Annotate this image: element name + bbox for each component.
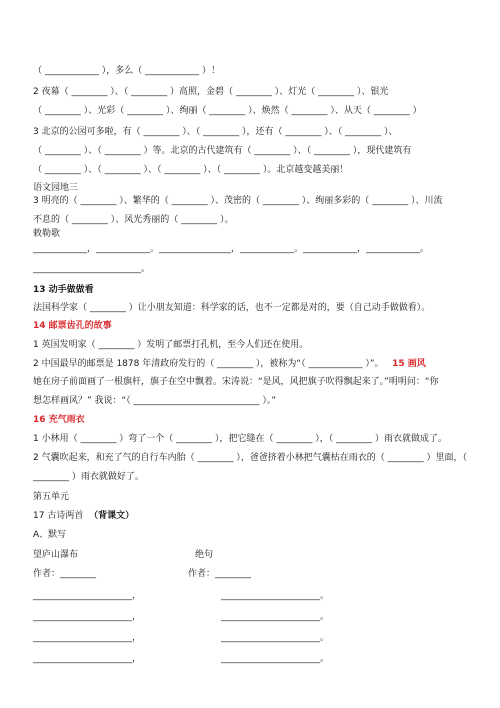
section-title: 17 古诗两首: [33, 511, 84, 521]
text-line: （ ________ ）、（ ________ ）等。北京的古代建筑有（ ________ ）、（ ________ ），现代建筑有: [33, 146, 412, 156]
text-line: （ ____________ ），多么（ ____________ ）！: [33, 66, 220, 76]
poem-blank-line: ______________________。: [221, 633, 330, 643]
poem-blank-line: ______________________，: [33, 654, 142, 664]
text-line: 1 小林用（ ________ ）弯了一个（ ________ ），把它缝在（ ________ ），（ ________ ）雨衣就做成了。: [33, 434, 447, 444]
section-note: （背课文）: [89, 511, 135, 521]
text-line: 1 英国发明家（ ________ ）发明了邮票打孔机，至今人们还在使用。: [33, 340, 309, 350]
text-line: 想怎样画风？” 我说：“（ ____________________________ ）。”: [33, 396, 277, 406]
poem-blank-line: ______________________，: [33, 591, 142, 601]
section-heading: 13 动手做做看: [33, 285, 94, 295]
poem-blank-line: ______________________，: [33, 612, 142, 622]
text-fragment: 2 中国最早的邮票是 1878 年清政府发行的（ ________ ），被称为“（ ____________ ）”。: [33, 359, 384, 369]
poem-title: 望庐山瀑布: [33, 550, 79, 560]
author-field: 作者：________: [33, 569, 97, 579]
text-line: 3 明亮的（ ________ ）、繁华的（ ________ ）、茂密的（ ________ ）、绚丽多彩的（ ________ ）、川流: [33, 196, 443, 206]
text-line: （ ________ ）、光彩（ ________ ）、绚丽（ ________ ）、焕然（ ________ ）、从天（ ________ ）: [33, 106, 422, 116]
poem-blank-line: ______________________。: [221, 654, 330, 664]
author-field: 作者：________: [188, 569, 252, 579]
text-line: 不息的（ ________ ）、风光秀丽的（ ________ ）。: [33, 215, 234, 225]
section-heading: 16 充气雨衣: [33, 415, 85, 425]
poem-title: 敕勒歌: [33, 229, 61, 239]
section-heading: 语文园地三: [33, 183, 79, 193]
text-line: ________ ）雨衣就做好了。: [33, 472, 144, 482]
poem-blank-line: ________________________。: [33, 264, 151, 274]
section-heading: 15 画风: [392, 359, 426, 369]
section-heading: [33, 510, 134, 522]
poem-blank-line: ____________，____________。________________，____________。____________，____________。: [33, 244, 430, 254]
text-line: 2 气囊吹起来，和充了气的自行车内胎（ ________ ），爸爸挤着小林把气囊枯在雨衣的（ ________ ）里面，（: [33, 453, 468, 463]
poem-blank-line: ______________________，: [33, 633, 142, 643]
text-line: 她在房子前面画了一根旗杆，旗子在空中飘着。宋涛说：“是风，风把旗子吹得飘起来了。”明明问：“你: [33, 377, 439, 387]
unit-heading: 第五单元: [33, 492, 70, 502]
text-line: 2 夜幕（ ________ ）、（ ________ ）高照，金碧（ ________ ）、灯光（ ________ ）、银光: [33, 87, 389, 97]
text-line: [33, 358, 426, 370]
section-heading: 14 邮票齿孔的故事: [33, 321, 112, 331]
text-line: （ ________ ）、（ ________ ）、（ ________ ）、（ ________ ）。北京越变越美丽！: [33, 165, 349, 175]
poem-blank-line: ______________________。: [221, 591, 330, 601]
subsection-heading: A、默写: [33, 530, 67, 540]
text-line: 3 北京的公园可多啦，有（ ________ ）、（ ________ ），还有（ ________ ）、（ ________ ）、: [33, 127, 398, 137]
text-line: 法国科学家（ ________ ）让小朋友知道：科学家的话，也不一定都是对的，要（自己动手做做看）。: [33, 303, 431, 313]
poem-title: 绝句: [195, 550, 214, 560]
poem-blank-line: ______________________。: [221, 612, 330, 622]
